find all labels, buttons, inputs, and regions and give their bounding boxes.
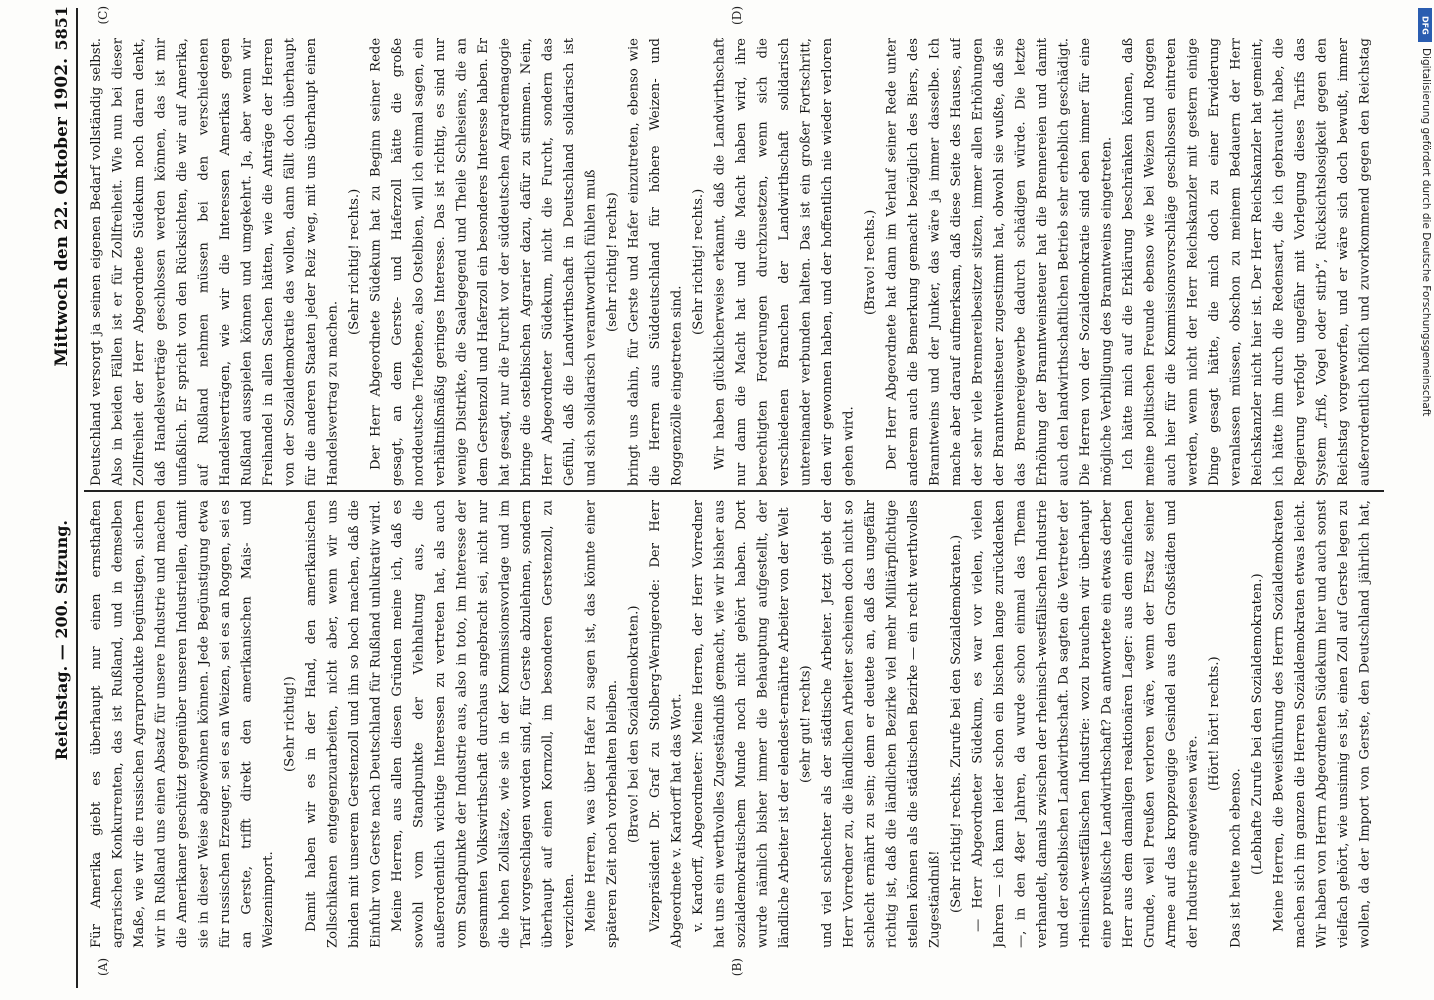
paragraph: Ich hätte mich auf die Erklärung beschränken können, daß meine politischen Freunde ebenso wie bei Weizen und Roggen auch hier für die Kommissionsvorschläge geschlossen eintreten werden, wenn nicht der Herr Reichskanzler mit gestern einige Dinge gesagt hätte, die mich doch zu einer Erwiderung veranlassen müssen, obschon zu meinem Bedauern der Herr Reichskanzler nicht hier ist. Der Herr Reichskanzler hat gemeint, ich hätte ihm durch die Redensart, die ich gebraucht habe, die Regierung verfolgt ungefähr mit Vorlegung dieses Tarifs das System „friß, Vogel oder stirb“, Rücksichtslosigkeit gegen den Reichstag vorgeworfen, und er wäre sich doch bewußt, immer außerordentlich höflich und zuvorkommend gegen den Reichstag bbox=[1121, 38, 1373, 486]
paragraph: Meine Herren, die Beweisführung des Herrn Sozialdemokraten machen sich im ganzen die Herren Sozialdemokraten etwas leicht. Wir haben von Herrn Abgeordneten Südekum hier und auch sonst vielfach gehört, wie unsinnig es ist, einen Zoll auf Gerste legen zu wollen, da der Import von Gerste, den Deutschland jährlich hat, bbox=[1271, 500, 1373, 948]
digitization-note: Digitalisierung gefördert durch die Deutsche Forschungsgemeinschaft bbox=[1420, 48, 1432, 417]
marker-b: (B) bbox=[730, 958, 744, 977]
dfg-logo: DFG bbox=[1418, 8, 1432, 42]
marker-d: (D) bbox=[730, 6, 744, 25]
interjection: (Bravo! bei den Sozialdemokraten.) bbox=[626, 605, 642, 843]
paragraph: Der Herr Abgeordnete hat dann im Verlauf seiner Rede unter anderem auch die Bemerkung gemacht bezüglich des Biers, des Branntweins und der Junker, das wäre ja immer dasselbe. Ich mache aber darauf aufmerksam, daß diese Seite des Hauses, auf der sehr viele Brennereibesitzer sitzen, immer allen Erhöhungen der Branntweinsteuer zugestimmt hat, obwohl sie wußte, daß sie das Brennereigewerbe dadurch schädigen würde. Die letzte Erhöhung der Branntweinsteuer hat die Brennereien und damit auch den landwirthschaftlichen Betrieb sehr erheblich geschädigt. Die Herren von der Sozialdemokratie sind eben immer für eine mögliche Verbilligung des Branntweins eingetreten. bbox=[884, 38, 1115, 486]
page-number: 5851 bbox=[52, 6, 71, 51]
paragraph: Deutschland versorgt ja seinen eigenen Bedarf vollständig selbst. Also in beiden Fällen ist er für Zollfreiheit. Wie nun bei dieser Zollfreiheit der Herr Abgeordnete Südekum noch daran denkt, daß Handelsverträge geschlossen werden können, das ist mir unfaßlich. Er spricht von den Rücksichten, die wir auf Amerika, auf Rußland nehmen müssen bei den verschiedenen Handelsverträgen, wie wir die Interessen Amerikas gegen Rußland ausspielen können und umgekehrt. Ja, aber wenn wir Freihandel in allen Sachen hätten, wie die Anträge der Herren von der Sozialdemokratie das wollen, dann fällt doch überhaupt für die anderen Staaten jeder Reiz weg, mit uns überhaupt einen Handelsvertrag zu machen. bbox=[89, 38, 341, 486]
text-column-right bbox=[86, 38, 1376, 486]
text-column-left bbox=[86, 500, 1376, 948]
paragraph: und viel schlechter als der städtische Arbeiter. Jetzt giebt der Herr Vorredner zu, die ländlichen Arbeiter scheinen doch nicht so schlecht ernährt zu sein; denn er deutete an, daß das ungefähr richtig ist, daß die ländlichen Bezirke viel mehr Militärpflichtige stellen können als die städtischen Bezirke — ein recht werthvolles Zugeständniß! bbox=[820, 500, 943, 948]
interjection: (Sehr richtig! rechts. Zurufe bei den Sozialdemokraten.) bbox=[949, 534, 964, 914]
marker-c: (C) bbox=[96, 6, 110, 25]
interjection: (sehr richtig! rechts) bbox=[605, 192, 620, 332]
paragraph: Meine Herren, aus allen diesen Gründen meine ich, daß es sowohl vom Standpunkte der Viehhaltung aus, die außerordentlich wichtige Interessen zu vertreten hat, als auch vom Standpunkte der Industrie aus, also in toto, im Interesse der gesammten Volkswirthschaft durchaus angebracht sei, nicht nur die hohen Zollsätze, wie sie in der Kommissionsvorlage und im Tarif vorgeschlagen worden sind, für Gerste abzulehnen, sondern überhaupt auf einen Kornzoll, im besonderen Gerstenzoll, zu verzichten. bbox=[390, 500, 577, 948]
interjection: (Bravo! rechts.) bbox=[863, 209, 878, 315]
interjection: (Sehr richtig! rechts.) bbox=[691, 188, 706, 336]
interjection: (Sehr richtig!) bbox=[282, 676, 298, 772]
paragraph: Wir haben glücklicherweise erkannt, daß die Landwirthschaft nur dann die Macht hat und die Macht haben wird, ihre berechtigten Forderungen durchzusetzen, wenn sich die verschiedenen Branchen der Landwirthschaft solidarisch untereinander verbunden halten. Das ist ein großer Fortschritt, den wir gewonnen haben, und der hoffentlich nie wieder verloren gehen wird. bbox=[712, 38, 857, 486]
marker-a: (A) bbox=[96, 958, 110, 977]
paragraph: — Herr Abgeordneter Südekum, es war vor vielen, vielen Jahren — ich kann leider schon ein bischen lange zurückdenken —, in den 48er Jahren, da wurde schon einmal das Thema verhandelt, damals zwischen der rheinisch-westfälischen Industrie und der ostelbischen Landwirthschaft. Da sagten die Vertreter der rheinisch-westfälischen Industrie: wozu brauchen wir überhaupt eine preußische Landwirthschaft? Da antwortete ein etwas derber Herr aus dem damaligen reaktionären Lager: aus dem einfachen Grunde, weil Preußen verloren wäre, wenn der Ersatz seiner Armee auf das kroppzeugige Gesindel aus den Großstädten und der Industrie angewiesen wäre. bbox=[970, 500, 1201, 948]
paragraph: bringt uns dahin, für Gerste und Hafer einzutreten, ebenso wie die Herren aus Süddeutschland für höhere Weizen- und Roggenzölle eingetreten sind. bbox=[626, 38, 685, 486]
interjection: (Lebhafte Zurufe bei den Sozialdemokraten.) bbox=[1250, 573, 1265, 875]
interjection: (Hört! hört! rechts.) bbox=[1207, 656, 1222, 792]
paragraph: v. Kardorff, Abgeordneter: Meine Herren, der Herr Vorredner hat uns ein werthvolles Zugeständniß gemacht, wie wir bisher aus sozialdemokratischem Munde noch nicht gehört haben. Dort wurde nämlich bisher immer die Behauptung aufgestellt, der ländliche Arbeiter ist der elendest-ernährte Arbeiter von der Welt bbox=[691, 500, 792, 948]
paragraph: Das ist heute noch ebenso. bbox=[1228, 768, 1244, 948]
interjection: (sehr gut! rechts) bbox=[798, 665, 814, 783]
column-divider bbox=[84, 490, 1384, 492]
paragraph: Damit haben wir es in der Hand, den amerikanischen Zollschikanen entgegenzuarbeiten, nicht aber, wenn wir uns binden mit unserem Gerstenzoll und ihn so hoch machen, daß die Einfuhr von Gerste nach Deutschland für Rußland unlukrativ wird. bbox=[304, 500, 384, 948]
running-head-left: Reichstag. — 200. Sitzung. bbox=[52, 520, 71, 761]
paragraph: Der Herr Abgeordnete Südekum hat zu Beginn seiner Rede gesagt, an dem Gerste- und Haferzoll hätte die große norddeutsche Tiefebene, also Ostelbien, will ich einmal sagen, ein verhältnißmäßig geringes Interesse. Das ist richtig, es sind nur wenige Distrikte, die Saalegegend und Theile Schlesiens, die an dem Gerstenzoll und Haferzoll ein besonderes Interesse haben. Er hat gesagt, nur die Furcht vor der süddeutschen Agrardemagogie bringe die ostelbischen Agrarier dazu, dafür zu stimmen. Nein, Herr Abgeordneter Südekum, nicht die Furcht, sondern das Gefühl, daß die Landwirthschaft in Deutschland solidarisch ist und sich solidarisch verantwortlich fühlen muß bbox=[368, 38, 599, 486]
paragraph: Meine Herren, was über Hafer zu sagen ist, das könnte einer späteren Zeit noch vorbehalten bleiben. bbox=[583, 500, 620, 948]
interjection: (Sehr richtig! rechts.) bbox=[347, 188, 362, 336]
paragraph: Für Amerika giebt es überhaupt nur einen ernsthaften agrarischen Konkurrenten, das ist Rußland, und in demselben Maße, wie wir die russischen Agrarprodukte begünstigen, sichern wir in Rußland uns einen Absatz für unsere Industrie und machen die Amerikaner geschützt gegenüber unseren Industriellen, damit sie in dieser Weise abgewöhnen können. Jede Begünstigung etwa für russischen Erzeuger, sei es an Weizen, sei es an Roggen, sei es an Gerste, trifft direkt den amerikanischen Mais- und Weizenimport. bbox=[89, 500, 276, 948]
paragraph: Vizepräsident Dr. Graf zu Stolberg-Wernigerode: Der Herr Abgeordnete v. Kardorff hat das Wort. bbox=[648, 500, 685, 948]
header-rule bbox=[76, 8, 78, 988]
running-head-date: Mittwoch den 22. Oktober 1902. bbox=[52, 58, 72, 367]
